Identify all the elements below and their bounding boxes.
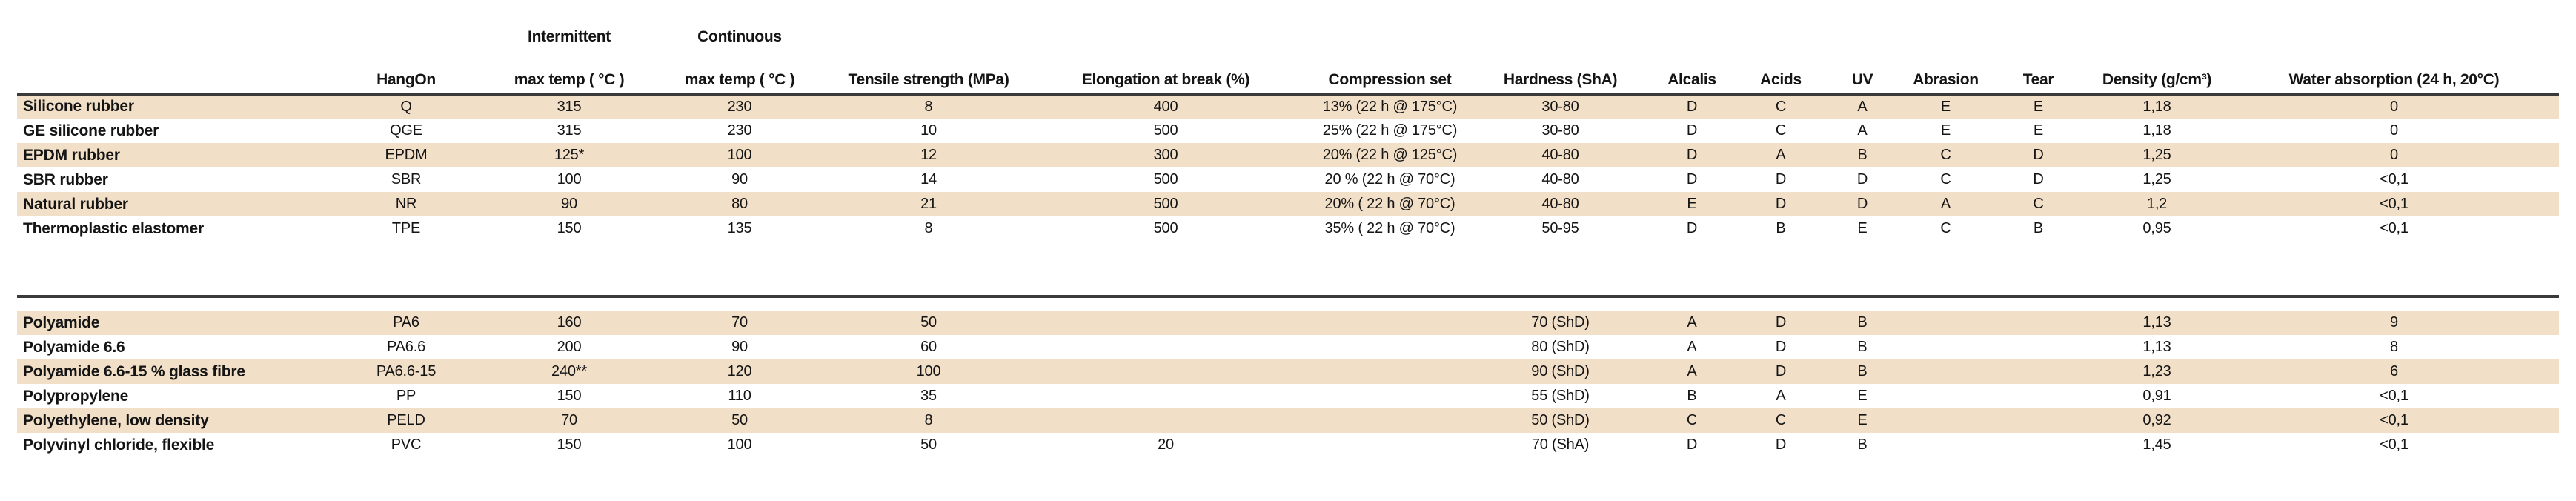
table-cell (1992, 335, 2085, 359)
table-cell: D (1856, 171, 1868, 188)
table-cell: B (1857, 147, 1868, 163)
table-cell: A (1687, 314, 1697, 331)
column-header-intermittent-max-temp: max temp ( °C ) (491, 47, 647, 94)
table-cell (1992, 359, 2085, 384)
table-row (17, 192, 2559, 216)
table-cell: Q (400, 98, 412, 115)
column-header-uv: UV (1825, 47, 1899, 94)
table-cell: E (1857, 220, 1868, 236)
material-name-cell: GE silicone rubber (23, 122, 159, 139)
material-name-cell: Polypropylene (23, 387, 129, 405)
table-cell: <0,1 (2380, 196, 2409, 212)
column-header-material-spacer (17, 9, 321, 47)
table-row (17, 408, 2559, 433)
header-row-main (17, 47, 2559, 94)
gap-row (17, 241, 2559, 311)
table-cell: 60 (920, 339, 937, 355)
table-cell: C (1775, 122, 1787, 139)
column-header-water-absorption: Water absorption (24 h, 20°C) (2229, 47, 2559, 94)
table-cell: 40-80 (1541, 147, 1579, 163)
table-cell: A (1687, 363, 1697, 379)
table-cell: 0 (2390, 98, 2398, 115)
table-cell (1025, 311, 1307, 335)
table-cell: 70 (ShA) (1531, 437, 1590, 453)
table-cell (1025, 335, 1307, 359)
table-cell: C (1940, 171, 1951, 188)
column-header-intermittent: Intermittent (528, 28, 611, 45)
table-cell: A (1857, 98, 1868, 115)
table-cell: B (1857, 437, 1868, 453)
table-cell: 20 (1158, 437, 1174, 453)
column-header-density: Density (g/cm³) (2085, 47, 2229, 94)
table-cell: B (1687, 388, 1697, 404)
table-cell: 90 (731, 171, 748, 188)
table-row (17, 167, 2559, 192)
table-cell: D (2033, 147, 2044, 163)
table-cell: PA6.6-15 (376, 363, 436, 379)
material-name-cell: Polyamide 6.6-15 % glass fibre (23, 362, 245, 380)
table-cell: 35% ( 22 h @ 70°C) (1324, 220, 1455, 236)
materials-table-wrapper (17, 9, 2559, 457)
table-cell: 35 (920, 388, 937, 404)
section-plastics (17, 311, 2559, 457)
table-cell: PELD (387, 412, 425, 428)
table-cell: 1,25 (2142, 147, 2171, 163)
table-cell: 1,2 (2146, 196, 2168, 212)
table-cell: 12 (920, 147, 937, 163)
column-header-continuous: Continuous (697, 28, 782, 45)
table-cell (1307, 433, 1473, 457)
table-cell: D (1775, 339, 1787, 355)
table-cell: B (1857, 363, 1868, 379)
table-cell (1025, 359, 1307, 384)
table-cell: 70 (ShD) (1531, 314, 1590, 331)
table-cell (1307, 311, 1473, 335)
table-cell: D (1686, 147, 1698, 163)
table-cell (1307, 335, 1473, 359)
table-cell (1992, 311, 2085, 335)
materials-properties-table (17, 9, 2559, 457)
table-cell: 8 (924, 412, 933, 428)
table-cell: 13% (22 h @ 175°C) (1322, 98, 1458, 115)
table-cell: 20 % (22 h @ 70°C) (1324, 171, 1455, 188)
table-cell: 315 (557, 98, 582, 115)
material-name-cell: Polyamide (23, 313, 100, 331)
table-cell: E (1857, 388, 1868, 404)
table-cell: 1,13 (2142, 314, 2171, 331)
table-cell: D (1775, 314, 1787, 331)
table-cell: 40-80 (1541, 196, 1579, 212)
table-cell: <0,1 (2380, 412, 2409, 428)
table-cell (1992, 408, 2085, 433)
table-cell (1307, 408, 1473, 433)
column-header-alcalis: Alcalis (1647, 47, 1736, 94)
table-cell: 90 (561, 196, 577, 212)
table-cell: <0,1 (2380, 171, 2409, 188)
table-cell: A (1776, 388, 1786, 404)
table-cell: 8 (924, 220, 933, 236)
table-cell: 135 (727, 220, 752, 236)
table-cell (1025, 384, 1307, 408)
table-row (17, 384, 2559, 408)
table-cell: 20% ( 22 h @ 70°C) (1324, 196, 1455, 212)
material-name-cell: Polyethylene, low density (23, 411, 209, 429)
table-cell: 110 (728, 388, 751, 404)
table-cell: D (1775, 363, 1787, 379)
column-header-compression-set: Compression set (1307, 47, 1473, 94)
table-cell: 315 (557, 122, 582, 139)
table-cell: 30-80 (1541, 98, 1579, 115)
table-cell: 21 (920, 196, 937, 212)
column-header-elongation: Elongation at break (%) (1025, 47, 1307, 94)
material-name-cell: Polyvinyl chloride, flexible (23, 436, 215, 454)
material-name-cell: EPDM rubber (23, 146, 120, 164)
table-cell: D (1775, 196, 1787, 212)
table-cell: 70 (731, 314, 748, 331)
table-cell: PA6 (393, 314, 419, 331)
table-cell: D (1686, 171, 1698, 188)
table-cell: 150 (557, 388, 582, 404)
table-cell (1899, 433, 1992, 457)
table-cell: B (1857, 314, 1868, 331)
table-cell: QGE (390, 122, 422, 139)
table-cell: 125* (554, 147, 585, 163)
table-cell: NR (395, 196, 417, 212)
table-cell: 55 (ShD) (1531, 388, 1590, 404)
material-name-cell: SBR rubber (23, 170, 108, 188)
material-name-cell: Silicone rubber (23, 98, 134, 116)
section-rubbers (17, 94, 2559, 241)
table-cell: B (2033, 220, 2044, 236)
table-cell: <0,1 (2380, 388, 2409, 404)
table-row (17, 119, 2559, 143)
table-cell: E (1940, 122, 1951, 139)
table-cell: 25% (22 h @ 175°C) (1322, 122, 1458, 139)
table-cell: 230 (727, 122, 752, 139)
table-cell: E (1940, 98, 1951, 115)
table-cell: 100 (916, 363, 941, 379)
table-cell: 0,95 (2142, 220, 2171, 236)
table-cell (1307, 359, 1473, 384)
table-cell: PVC (391, 437, 422, 453)
table-cell: D (1686, 98, 1698, 115)
table-cell: SBR (391, 171, 422, 188)
column-header-tensile-strength: Tensile strength (MPa) (832, 47, 1025, 94)
table-cell (1899, 359, 1992, 384)
table-cell: 40-80 (1541, 171, 1579, 188)
table-cell: D (1686, 437, 1698, 453)
table-header (17, 9, 2559, 94)
material-name-cell: Polyamide 6.6 (23, 338, 125, 356)
table-row (17, 433, 2559, 457)
table-cell: D (1686, 122, 1698, 139)
table-cell: 150 (557, 437, 582, 453)
table-cell: D (1775, 171, 1787, 188)
table-row (17, 94, 2559, 119)
table-cell: D (1856, 196, 1868, 212)
table-cell: 90 (731, 339, 748, 355)
table-cell: 0,91 (2142, 388, 2171, 404)
table-cell: PP (396, 388, 416, 404)
table-cell: <0,1 (2380, 220, 2409, 236)
table-cell (1899, 408, 1992, 433)
column-header-tear: Tear (1992, 47, 2085, 94)
table-cell: 10 (920, 122, 937, 139)
table-cell: 70 (561, 412, 577, 428)
table-cell: E (2033, 122, 2044, 139)
table-cell (1307, 384, 1473, 408)
column-header-hangon-spacer (321, 9, 491, 47)
section-separator-rule (17, 295, 2559, 298)
table-cell: C (1775, 98, 1787, 115)
table-cell: PA6.6 (387, 339, 425, 355)
table-cell: 160 (557, 314, 582, 331)
table-cell: 1,13 (2142, 339, 2171, 355)
table-row (17, 359, 2559, 384)
table-cell: C (1686, 412, 1698, 428)
table-cell: 14 (920, 171, 937, 188)
column-header-hardness: Hardness (ShA) (1473, 47, 1647, 94)
table-cell: 200 (557, 339, 582, 355)
table-cell: 500 (1153, 196, 1178, 212)
table-cell: D (2033, 171, 2044, 188)
table-cell: 400 (1153, 98, 1178, 115)
table-cell: C (1940, 220, 1951, 236)
table-cell: B (1776, 220, 1786, 236)
table-cell: 8 (924, 98, 933, 115)
table-cell: 80 (ShD) (1531, 339, 1590, 355)
table-cell: C (1940, 147, 1951, 163)
table-cell: 6 (2390, 363, 2398, 379)
table-cell: E (1857, 412, 1868, 428)
table-cell: 120 (727, 363, 752, 379)
table-cell: 90 (ShD) (1531, 363, 1590, 379)
table-cell: EPDM (385, 147, 428, 163)
table-row (17, 311, 2559, 335)
table-cell: 0,92 (2142, 412, 2171, 428)
table-cell: 500 (1153, 220, 1178, 236)
table-cell: 150 (557, 220, 582, 236)
section-gap (17, 241, 2559, 311)
table-cell: 230 (727, 98, 752, 115)
column-header-continuous-max-temp: max temp ( °C ) (647, 47, 832, 94)
table-cell: 0 (2390, 147, 2398, 163)
table-cell: 50 (920, 314, 937, 331)
table-cell: A (1776, 147, 1786, 163)
table-cell: A (1857, 122, 1868, 139)
table-cell: 240** (551, 363, 587, 379)
table-cell: 300 (1153, 147, 1178, 163)
table-cell: D (1686, 220, 1698, 236)
table-cell: 1,23 (2142, 363, 2171, 379)
table-cell: 1,18 (2142, 122, 2171, 139)
table-cell: 8 (2390, 339, 2398, 355)
table-cell (1899, 384, 1992, 408)
table-cell: 1,18 (2142, 98, 2171, 115)
column-header-material (17, 47, 321, 94)
table-cell: 100 (557, 171, 582, 188)
table-cell (1899, 311, 1992, 335)
table-cell: 50 (ShD) (1531, 412, 1590, 428)
table-cell (1899, 335, 1992, 359)
table-cell: 500 (1153, 122, 1178, 139)
table-cell: B (1857, 339, 1868, 355)
table-cell: C (1775, 412, 1787, 428)
table-cell: 100 (727, 147, 752, 163)
table-cell: A (1940, 196, 1951, 212)
header-row-top (17, 9, 2559, 47)
table-cell: 30-80 (1541, 122, 1579, 139)
table-cell: D (1775, 437, 1787, 453)
column-header-hangon: HangOn (321, 47, 491, 94)
table-cell (1992, 433, 2085, 457)
column-header-abrasion: Abrasion (1899, 47, 1992, 94)
table-cell: 0 (2390, 122, 2398, 139)
table-cell: 80 (731, 196, 748, 212)
table-cell: <0,1 (2380, 437, 2409, 453)
table-cell (1025, 408, 1307, 433)
table-cell: 50-95 (1541, 220, 1579, 236)
table-cell: 100 (727, 437, 752, 453)
table-cell: 1,45 (2142, 437, 2171, 453)
table-row (17, 335, 2559, 359)
material-name-cell: Thermoplastic elastomer (23, 219, 204, 237)
table-cell: E (2033, 98, 2044, 115)
table-cell: E (1687, 196, 1697, 212)
table-cell: TPE (391, 220, 421, 236)
table-cell: A (1687, 339, 1697, 355)
table-cell: 50 (731, 412, 748, 428)
material-name-cell: Natural rubber (23, 195, 128, 213)
table-row (17, 216, 2559, 241)
column-header-acids: Acids (1736, 47, 1825, 94)
table-cell: C (2033, 196, 2044, 212)
table-cell: 9 (2390, 314, 2398, 331)
table-cell: 20% (22 h @ 125°C) (1322, 147, 1458, 163)
table-cell (1992, 384, 2085, 408)
table-cell: 500 (1153, 171, 1178, 188)
table-cell: 1,25 (2142, 171, 2171, 188)
table-cell: 50 (920, 437, 937, 453)
table-row (17, 143, 2559, 167)
